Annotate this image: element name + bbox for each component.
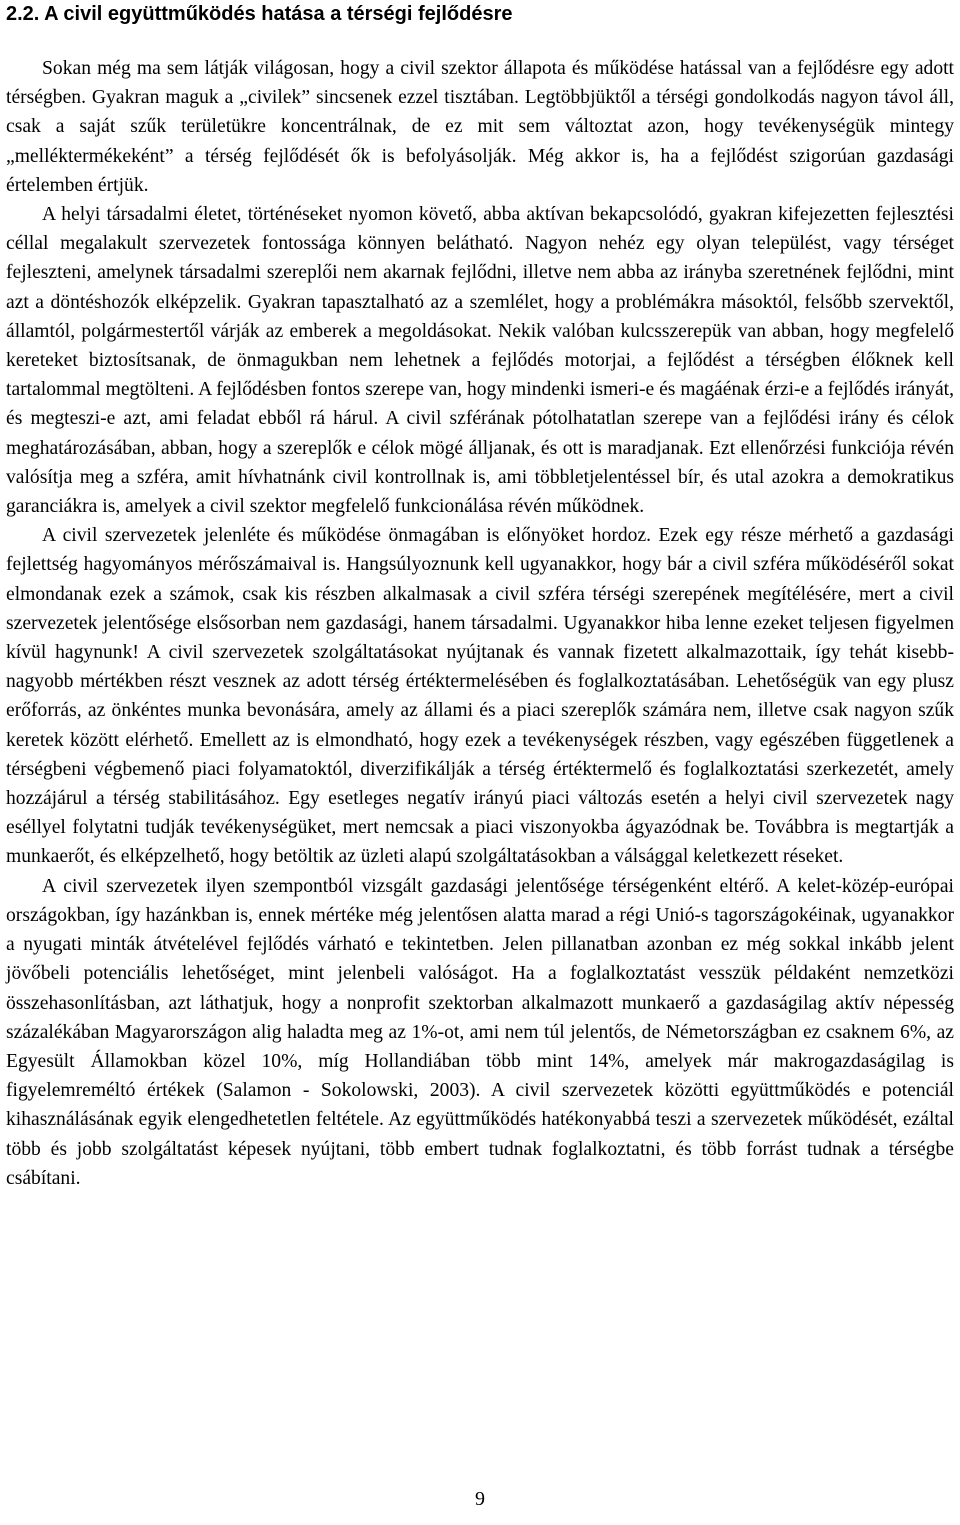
page-number: 9 <box>475 1488 485 1510</box>
paragraph-2: A helyi társadalmi életet, történéseket nyomon követő, abba aktívan bekapcsolódó, gyakran kifejezetten fejlesztési céllal megalakult szervezetek fontossága könnyen belátható. Nagyon nehéz egy olyan települést, vagy térséget fejleszteni, amelynek társadalmi szereplői nem akarnak fejlődni, illetve nem abba az irányba szeretnének fejlődni, mint azt a döntéshozók elképzelik. Gyakran tapasztalható az a szemlélet, hogy a problémákra másoktól, felsőbb szervektől, államtól, polgármestertől várják az emberek a megoldásokat. Nekik valóban kulcsszerepük van abban, hogy megfelelő kereteket biztosítsanak, de önmagukban nem lehetnek a fejlődés motorjai, a fejlődést a térségben élőknek kell tartalommal megtölteni. A fejlődésben fontos szerepe van, hogy mindenki ismeri-e és magáénak érzi-e a fejlődés irányát, és megteszi-e azt, ami feladat ebből rá hárul. A civil szférának pótolhatatlan szerepe van a fejlődési irány és célok meghatározásában, abban, hogy a szereplők e célok mögé álljanak, és ott is maradjanak. Ezt ellenőrzési funkciója révén valósítja meg a szféra, amit hívhatnánk civil kontrollnak is, ami többletjelentéssel bír, és utal azokra a demokratikus garanciákra is, amelyek a civil szektor megfelelő funkcionálása révén működnek. <box>6 204 954 518</box>
section-heading: 2.2. A civil együttműködés hatása a térségi fejlődésre <box>6 3 513 25</box>
paragraph-4: A civil szervezetek ilyen szempontból vizsgált gazdasági jelentősége térségenként eltérő. A kelet-közép-európai országokban, így hazánkban is, ennek mértéke még jelentősen alatta marad a régi Unió-s tagországokéinak, ugyanakkor a nyugati minták átvételével fejlődés várható e tekintetben. Jelen pillanatban azonban ez még sokkal inkább jelent jövőbeli potenciális lehetőséget, mint jelenbeli valóságot. Ha a foglalkoztatást vesszük példaként nemzetközi összehasonlításban, azt láthatjuk, hogy a nonprofit szektorban alkalmazott munkaerő a gazdaságilag aktív népesség százalékában Magyarországon alig haladta meg az 1%-ot, ami nem túl jelentős, de Németországban ez csaknem 6%, az Egyesült Államokban közel 10%, míg Hollandiában több mint 14%, amelyek már makrogazdaságilag is figyelemreméltó értékek (Salamon - Sokolowski, 2003). A civil szervezetek közötti együttműködés e potenciál kihasználásának egyik elengedhetetlen feltétele. Az együttműködés hatékonyabbá teszi a szervezetek működését, ezáltal több és jobb szolgáltatást képesek nyújtani, több embert tudnak foglalkoztatni, és több forrást tudnak a térségbe csábítani. <box>6 875 954 1189</box>
section-body <box>6 54 954 1193</box>
paragraph-1: Sokan még ma sem látják világosan, hogy a civil szektor állapota és működése hatással van a fejlődésre egy adott térségben. Gyakran maguk a „civilek” sincsenek ezzel tisztában. Legtöbbjüktől a térségi gondolkodás nagyon távol áll, csak a saját szűk területükre koncentrálnak, de ez mit sem változtat azon, hogy tevékenységük mintegy „melléktermékeként” a térség fejlődését ők is befolyásolják. Még akkor is, ha a fejlődést szigorúan gazdasági értelemben értjük. <box>6 58 954 196</box>
paragraph-3: A civil szervezetek jelenléte és működése önmagában is előnyöket hordoz. Ezek egy része mérhető a gazdasági fejlettség hagyományos mérőszámaival is. Hangsúlyoznunk kell ugyanakkor, hogy bár a civil szféra működéséről sokat elmondanak ezek a számok, csak kis részben alkalmasak a civil szféra térségi szerepének megítélésére, mert a civil szervezetek jelentősége elsősorban nem gazdasági, hanem társadalmi. Ugyanakkor hiba lenne ezeket teljesen figyelmen kívül hagynunk! A civil szervezetek szolgáltatásokat nyújtanak és vannak fizetett alkalmazottaik, így tehát kisebb-nagyobb mértékben részt vesznek az adott térség értéktermelésében és foglalkoztatásában. Lehetőségük van egy plusz erőforrás, az önkéntes munka bevonására, amely az állami és a piaci szereplők számára nem, illetve csak nagyon szűk keretek között elérhető. Emellett az is elmondható, hogy ezek a tevékenységek részben, vagy egészében függetlenek a térségbeni végbemenő piaci folyamatoktól, diverzifikálják a térség értéktermelő és foglalkoztatási szerkezetét, amely hozzájárul a térség stabilitásához. Egy esetleges negatív irányú piaci változás esetén a helyi civil szervezetek nagy eséllyel folytatni tudják tevékenységüket, mert nemcsak a piaci viszonyokba ágyazódnak be. Továbbra is megtartják a munkaerőt, és elképzelhető, hogy betöltik az üzleti alapú szolgáltatásokban a válsággal keletkezett réseket. <box>6 525 954 868</box>
